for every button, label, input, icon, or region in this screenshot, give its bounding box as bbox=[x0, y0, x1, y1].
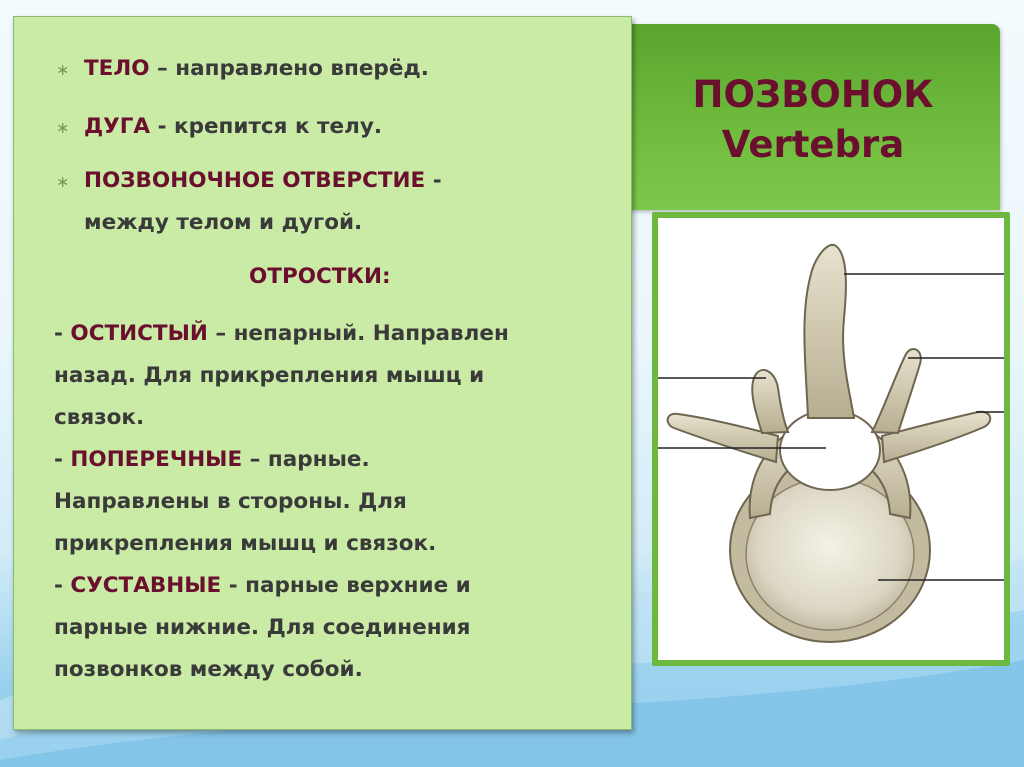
term-transverse: ПОПЕРЕЧНЫЕ bbox=[70, 447, 243, 472]
term-articular: СУСТАВНЫЕ bbox=[70, 573, 222, 598]
spinous-line3: связок. bbox=[54, 405, 145, 430]
processes-heading: ОТРОСТКИ: bbox=[249, 264, 391, 289]
vertebra-image-frame bbox=[652, 212, 1010, 666]
transverse-text: – парные. bbox=[242, 447, 370, 472]
spinous-line2: назад. Для прикрепления мышц и bbox=[54, 363, 485, 388]
articular-line3: позвонков между собой. bbox=[54, 657, 363, 682]
transverse-line1 bbox=[54, 447, 370, 472]
spinous-prefix: - bbox=[54, 321, 71, 346]
bullet-arch bbox=[84, 114, 382, 139]
bullet-2-icon: ∗ bbox=[56, 118, 70, 137]
bullet-3-icon: ∗ bbox=[56, 172, 70, 191]
articular-prefix: - bbox=[54, 573, 71, 598]
vertebra-illustration-icon bbox=[658, 218, 1004, 660]
transverse-line3: прикрепления мышц и связок. bbox=[54, 531, 437, 556]
term-body: ТЕЛО bbox=[84, 56, 150, 81]
spinous-text: – непарный. Направлен bbox=[207, 321, 509, 346]
spinous-line1 bbox=[54, 321, 509, 346]
bullet-1-icon: ∗ bbox=[56, 60, 70, 79]
page-title bbox=[626, 70, 1000, 170]
title-latin: Vertebra bbox=[721, 123, 905, 166]
bullet-foramen-text: - bbox=[425, 168, 442, 193]
term-arch: ДУГА bbox=[84, 114, 151, 139]
bullet-foramen-line2: между телом и дугой. bbox=[84, 210, 363, 235]
articular-text: - парные верхние и bbox=[221, 573, 471, 598]
bullet-body bbox=[84, 56, 429, 81]
bullet-body-text: – направлено вперёд. bbox=[149, 56, 429, 81]
bullet-foramen bbox=[84, 168, 442, 193]
articular-line2: парные нижние. Для соединения bbox=[54, 615, 471, 640]
articular-line1 bbox=[54, 573, 471, 598]
term-foramen: ПОЗВОНОЧНОЕ ОТВЕРСТИЕ bbox=[84, 168, 426, 193]
transverse-line2: Направлены в стороны. Для bbox=[54, 489, 407, 514]
bullet-arch-text: - крепится к телу. bbox=[150, 114, 383, 139]
transverse-prefix: - bbox=[54, 447, 71, 472]
title-russian: ПОЗВОНОК bbox=[692, 73, 934, 116]
term-spinous: ОСТИСТЫЙ bbox=[70, 321, 208, 346]
